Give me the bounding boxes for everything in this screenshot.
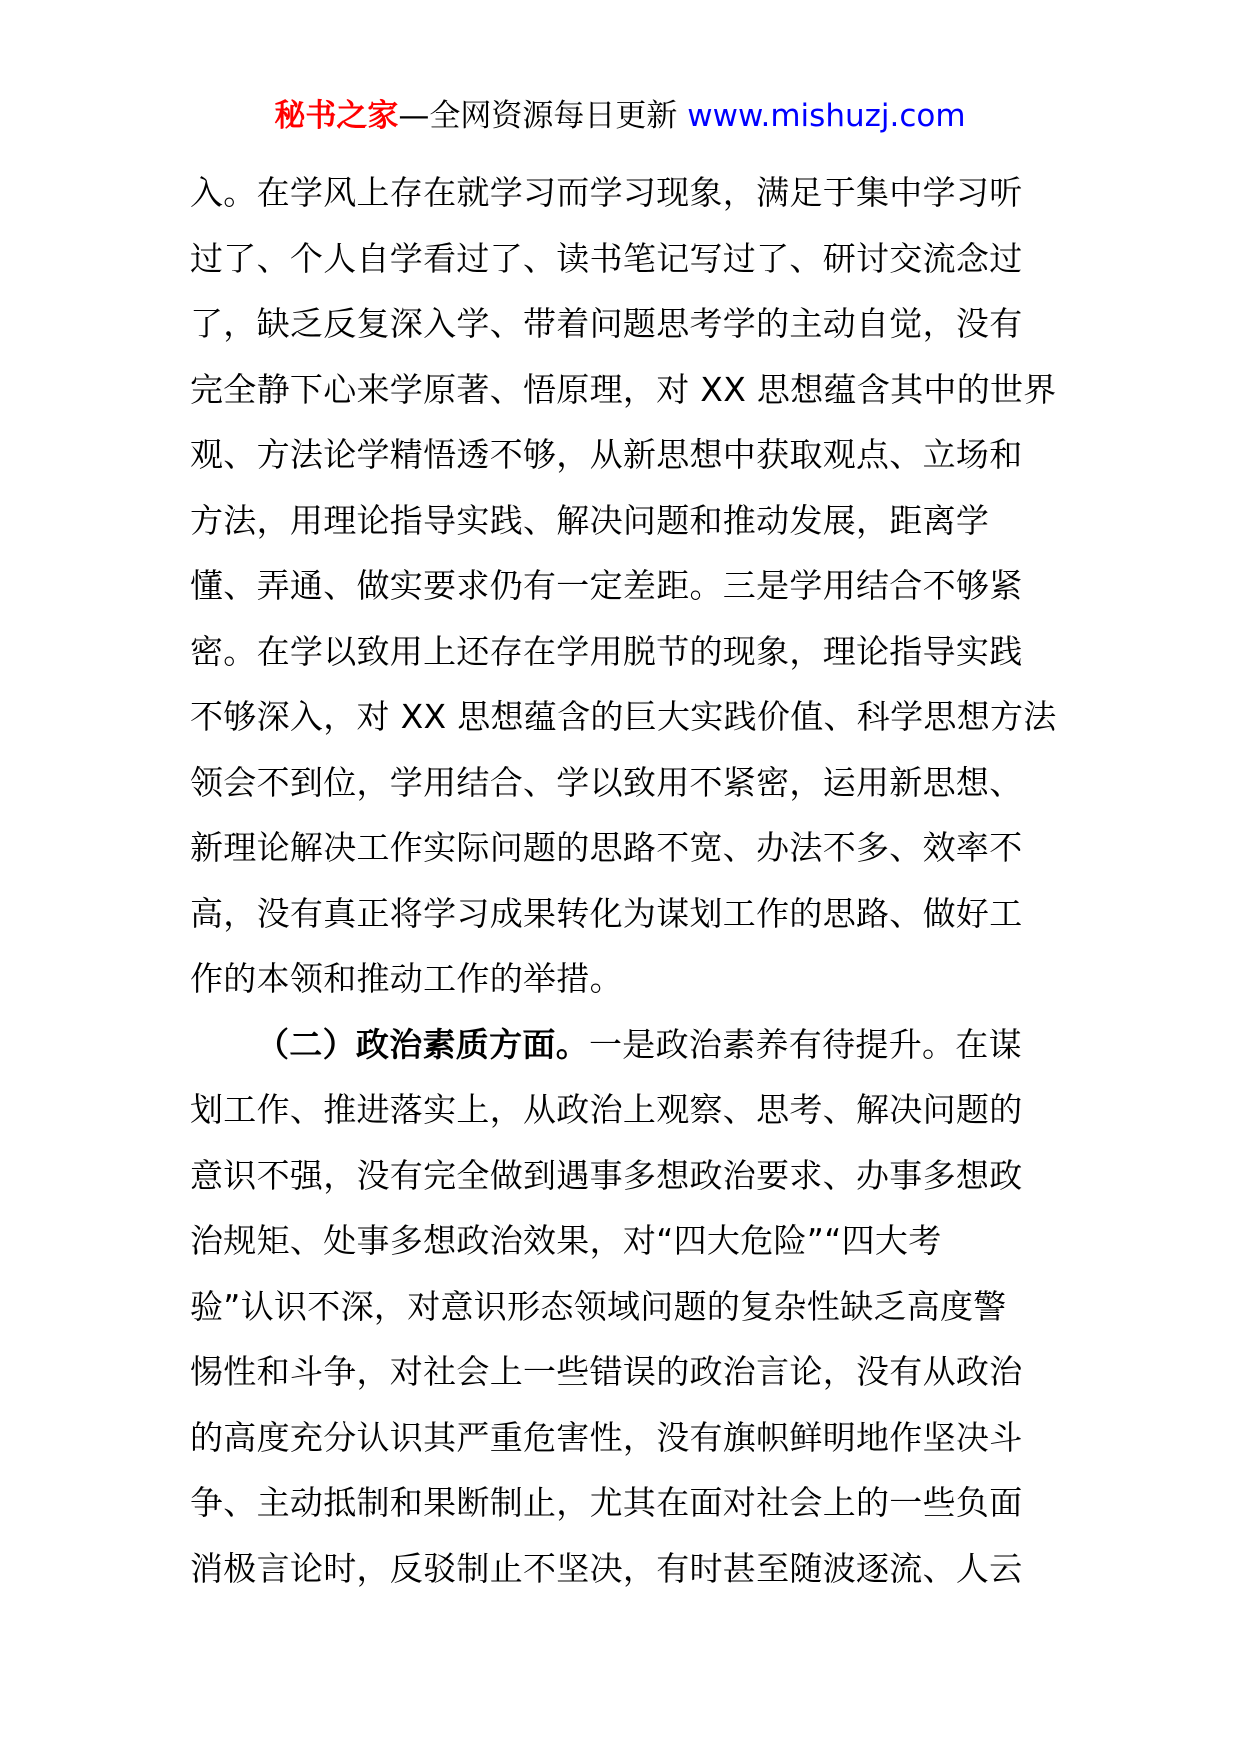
text-line: 密。在学以致用上还存在学用脱节的现象，理论指导实践: [190, 631, 1023, 671]
text-line: 过了、个人自学看过了、读书笔记写过了、研讨交流念过: [190, 238, 1023, 278]
text-line: 入。在学风上存在就学习而学习现象，满足于集中学习听: [190, 173, 1023, 212]
website-link[interactable]: www.mishuzj.com: [687, 98, 966, 134]
text-line: 划工作、推进落实上，从政治上观察、思考、解决问题的: [190, 1090, 1023, 1129]
text-line: 高，没有真正将学习成果转化为谋划工作的思路、做好工: [190, 893, 1023, 933]
section-heading-line: [190, 1012, 1070, 1078]
text-line: 不够深入，对 XX 思想蕴含的巨大实践价值、科学思想方法: [190, 697, 1057, 736]
text-line: 观、方法论学精悟透不够，从新思想中获取观点、立场和: [190, 435, 1023, 474]
text-line: 作的本领和推动工作的举措。: [190, 959, 623, 998]
text-line: 了，缺乏反复深入学、带着问题思考学的主动自觉，没有: [190, 304, 1023, 343]
text-line: 领会不到位，学用结合、学以致用不紧密，运用新思想、: [190, 762, 1023, 802]
section-heading: （二）政治素质方面。: [256, 1024, 589, 1064]
header-slogan: —全网资源每日更新: [398, 98, 678, 134]
text-line: 惕性和斗争，对社会上一些错误的政治言论，没有从政治: [190, 1352, 1023, 1391]
text-line: 争、主动抵制和果断制止，尤其在面对社会上的一些负面: [190, 1483, 1023, 1522]
page-header: [0, 94, 1240, 138]
document-body: [190, 160, 1070, 1601]
text-line: 新理论解决工作实际问题的思路不宽、办法不多、效率不: [190, 828, 1023, 867]
text-line: 方法，用理论指导实践、解决问题和推动发展，距离学: [190, 500, 990, 540]
text-line: 验”认识不深，对意识形态领域问题的复杂性缺乏高度警: [190, 1286, 1007, 1326]
text-line: 消极言论时，反驳制止不坚决，有时甚至随波逐流、人云: [190, 1548, 1023, 1588]
text-line: 懂、弄通、做实要求仍有一定差距。三是学用结合不够紧: [190, 566, 1023, 605]
text-line: 的高度充分认识其严重危害性，没有旗帜鲜明地作坚决斗: [190, 1417, 1023, 1457]
text-line: 完全静下心来学原著、悟原理，对 XX 思想蕴含其中的世界: [190, 369, 1057, 409]
text-line: 意识不强，没有完全做到遇事多想政治要求、办事多想政: [190, 1155, 1023, 1195]
text-line: 治规矩、处事多想政治效果，对“四大危险”“四大考: [190, 1221, 942, 1260]
brand-name: 秘书之家: [274, 98, 399, 134]
section-heading-rest: 一是政治素养有待提升。在谋: [589, 1024, 1022, 1064]
